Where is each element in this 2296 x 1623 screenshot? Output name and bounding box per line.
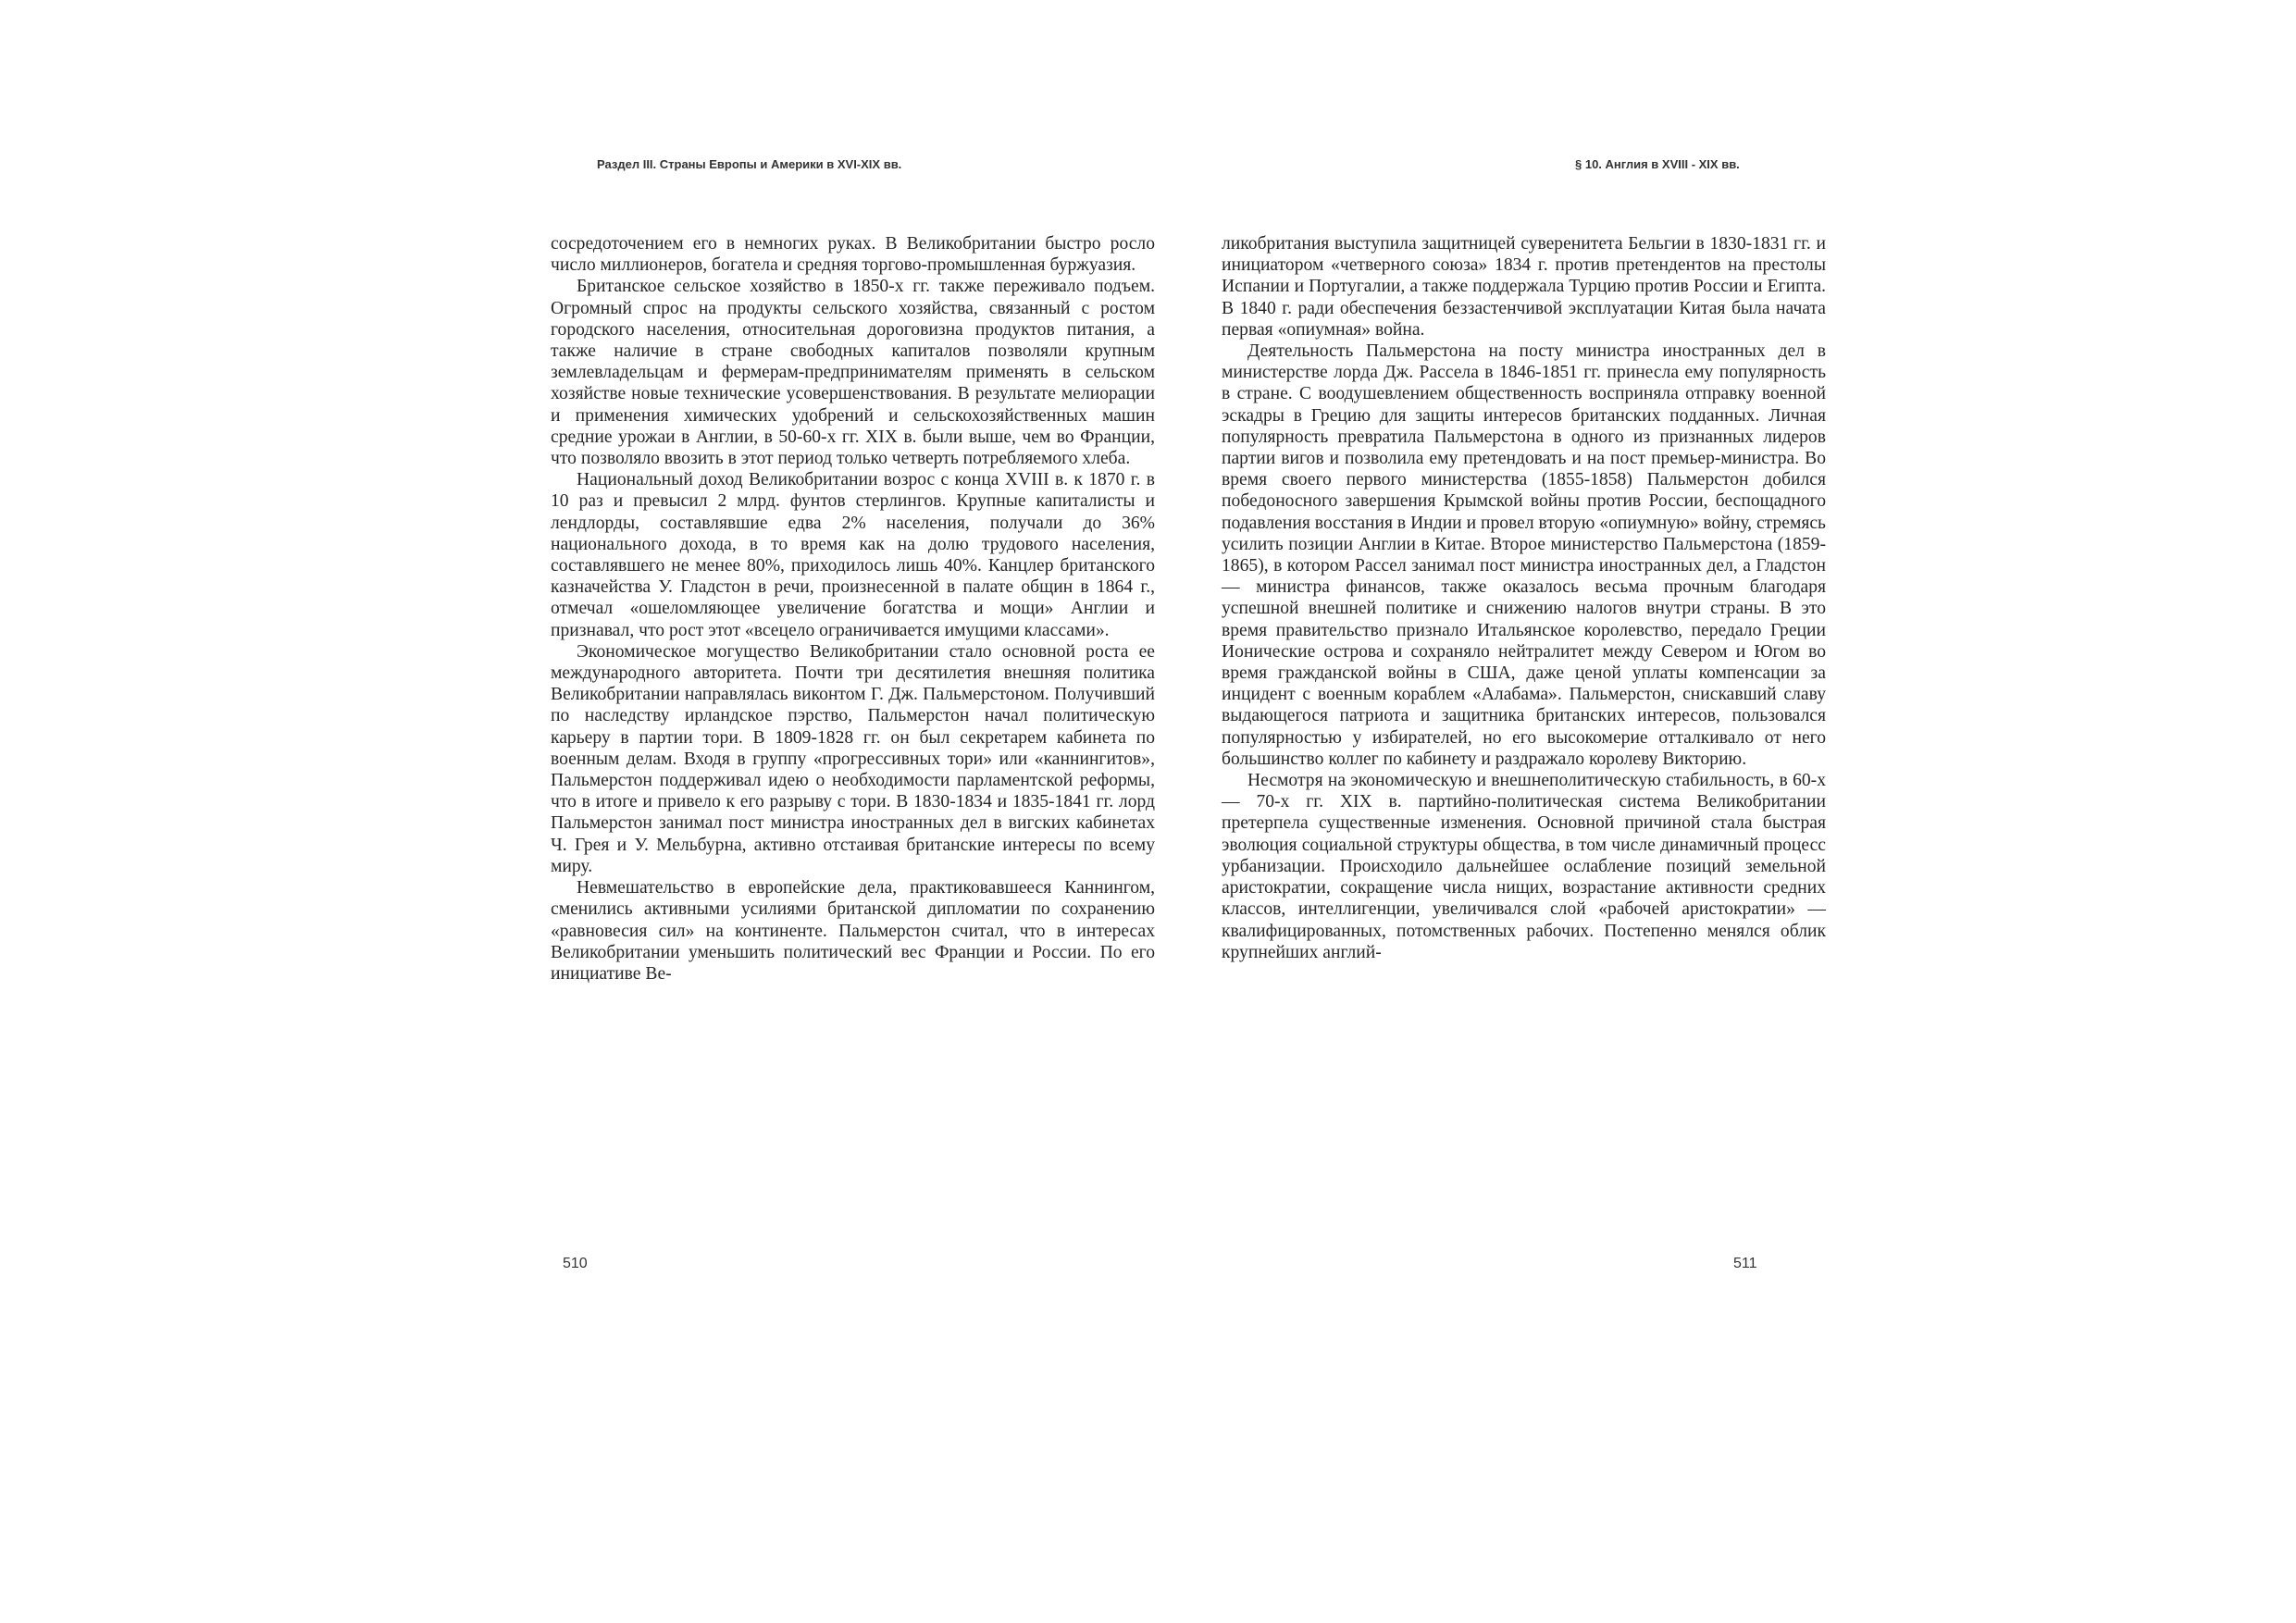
page-number-left: 510 [563, 1256, 588, 1271]
paragraph: Невмешательство в европейские дела, практиковавшееся Каннингом, сменились активными усилиями британской дипломатии по сохранению «равновесия сил» на континенте. Пальмерстон считал, что в интересах Великобритании уменьшить политический вес Франции и России. По его инициативе Ве- [551, 878, 1155, 984]
paragraph: Национальный доход Великобритании возрос с конца XVIII в. к 1870 г. в 10 раз и превысил 2 млрд. фунтов стерлингов. Крупные капиталисты и лендлорды, составлявшие едва 2% населения, получали до 36% национального дохода, в то время как на долю трудового населения, составлявшего не менее 80%, приходилось лишь 40%. Канцлер британского казначейства У. Гладстон в речи, произнесенной в палате общин в 1864 г., отмечал «ошеломляющее увеличение богатства и мощи» Англии и признавал, что рост этот «всецело ограничивается имущими классами». [551, 470, 1155, 640]
paragraph: Деятельность Пальмерстона на посту министра иностранных дел в министерстве лорда Дж. Рассела в 1846-1851 гг. принесла ему популярность в стране. С воодушевлением общественность восприняла отправку военной эскадры в Грецию для защиты интересов британских подданных. Личная популярность превратила Пальмерстона в одного из признанных лидеров партии вигов и позволила ему претендовать и на пост премьер-министра. Во время своего первого министерства (1855-1858) Пальмерстон добился победоносного завершения Крымской войны против России, беспощадного подавления восстания в Индии и провел вторую «опиумную» войну, стремясь усилить позиции Англии в Китае. Второе министерство Пальмерстона (1859-1865), в котором Рассел занимал пост министра иностранных дел, а Гладстон — министра финансов, также оказалось весьма прочным благодаря успешной внешней политике и снижению налогов внутри страны. В это время правительство признало Итальянское королевство, передало Греции Ионические острова и сохраняло нейтралитет между Севером и Югом во время гражданской войны в США, даже ценой уплаты компенсации за инцидент с военным кораблем «Алабама». Пальмерстон, снискавший славу выдающегося патриота и защитника британских интересов, пользовался популярностью у избирателей, но его высокомерие отталкивало от него большинство коллег по кабинету и раздражало королеву Викторию. [1222, 341, 1826, 769]
paragraph: Британское сельское хозяйство в 1850-х гг. также переживало подъем. Огромный спрос на продукты сельского хозяйства, связанный с ростом городского населения, относительная дороговизна продуктов питания, а также наличие в стране свободных капиталов позволяли крупным землевладельцам и фермерам-предпринимателям применять в сельском хозяйстве новые технические усовершенствования. В результате мелиорации и применения химических удобрений и сельскохозяйственных машин средние урожаи в Англии, в 50-60-х гг. XIX в. были выше, чем во Франции, что позволяло ввозить в этот период только четверть потребляемого хлеба. [551, 277, 1155, 469]
paragraph: Несмотря на экономическую и внешнеполитическую стабильность, в 60-х — 70-х гг. XIX в. партийно-политическая система Великобритании претерпела существенные изменения. Основной причиной стала быстрая эволюция социальной структуры общества, в том числе динамичный процесс урбанизации. Происходило дальнейшее ослабление позиций земельной аристократии, сокращение числа нищих, возрастание активности средних классов, интеллигенции, увеличивался слой «рабочей аристократии» — квалифицированных, потомственных рабочих. Постепенно менялся облик крупнейших англий- [1222, 771, 1826, 962]
running-head-left: Раздел III. Страны Европы и Америки в XVI-XIX вв. [597, 157, 902, 171]
left-page-text [551, 233, 1155, 985]
paragraph: сосредоточением его в немногих руках. В Великобритании быстро росло число миллионеров, богатела и средняя торгово-промышленная буржуазия. [551, 234, 1155, 276]
running-head-right: § 10. Англия в XVIII - XIX вв. [1575, 157, 1740, 171]
right-page-text [1222, 233, 1826, 963]
page-number-right: 511 [1733, 1256, 1757, 1271]
paragraph: ликобритания выступила защитницей суверенитета Бельгии в 1830-1831 гг. и инициатором «четверного союза» 1834 г. против претендентов на престолы Испании и Португалии, а также поддержала Турцию против России и Египта. В 1840 г. ради обеспечения беззастенчивой эксплуатации Китая была начата первая «опиумная» война. [1222, 234, 1826, 340]
paragraph: Экономическое могущество Великобритании стало основной роста ее международного авторитета. Почти три десятилетия внешняя политика Великобритании направлялась виконтом Г. Дж. Пальмерстоном. Получивший по наследству ирландское пэрство, Пальмерстон начал политическую карьеру в партии тори. В 1809-1828 гг. он был секретарем кабинета по военным делам. Входя в группу «прогрессивных тори» или «каннингитов», Пальмерстон поддерживал идею о необходимости парламентской реформы, что в итоге и привело к его разрыву с тори. В 1830-1834 и 1835-1841 гг. лорд Пальмерстон занимал пост министра иностранных дел в вигских кабинетах Ч. Грея и У. Мельбурна, активно отстаивая британские интересы по всему миру. [551, 641, 1155, 876]
